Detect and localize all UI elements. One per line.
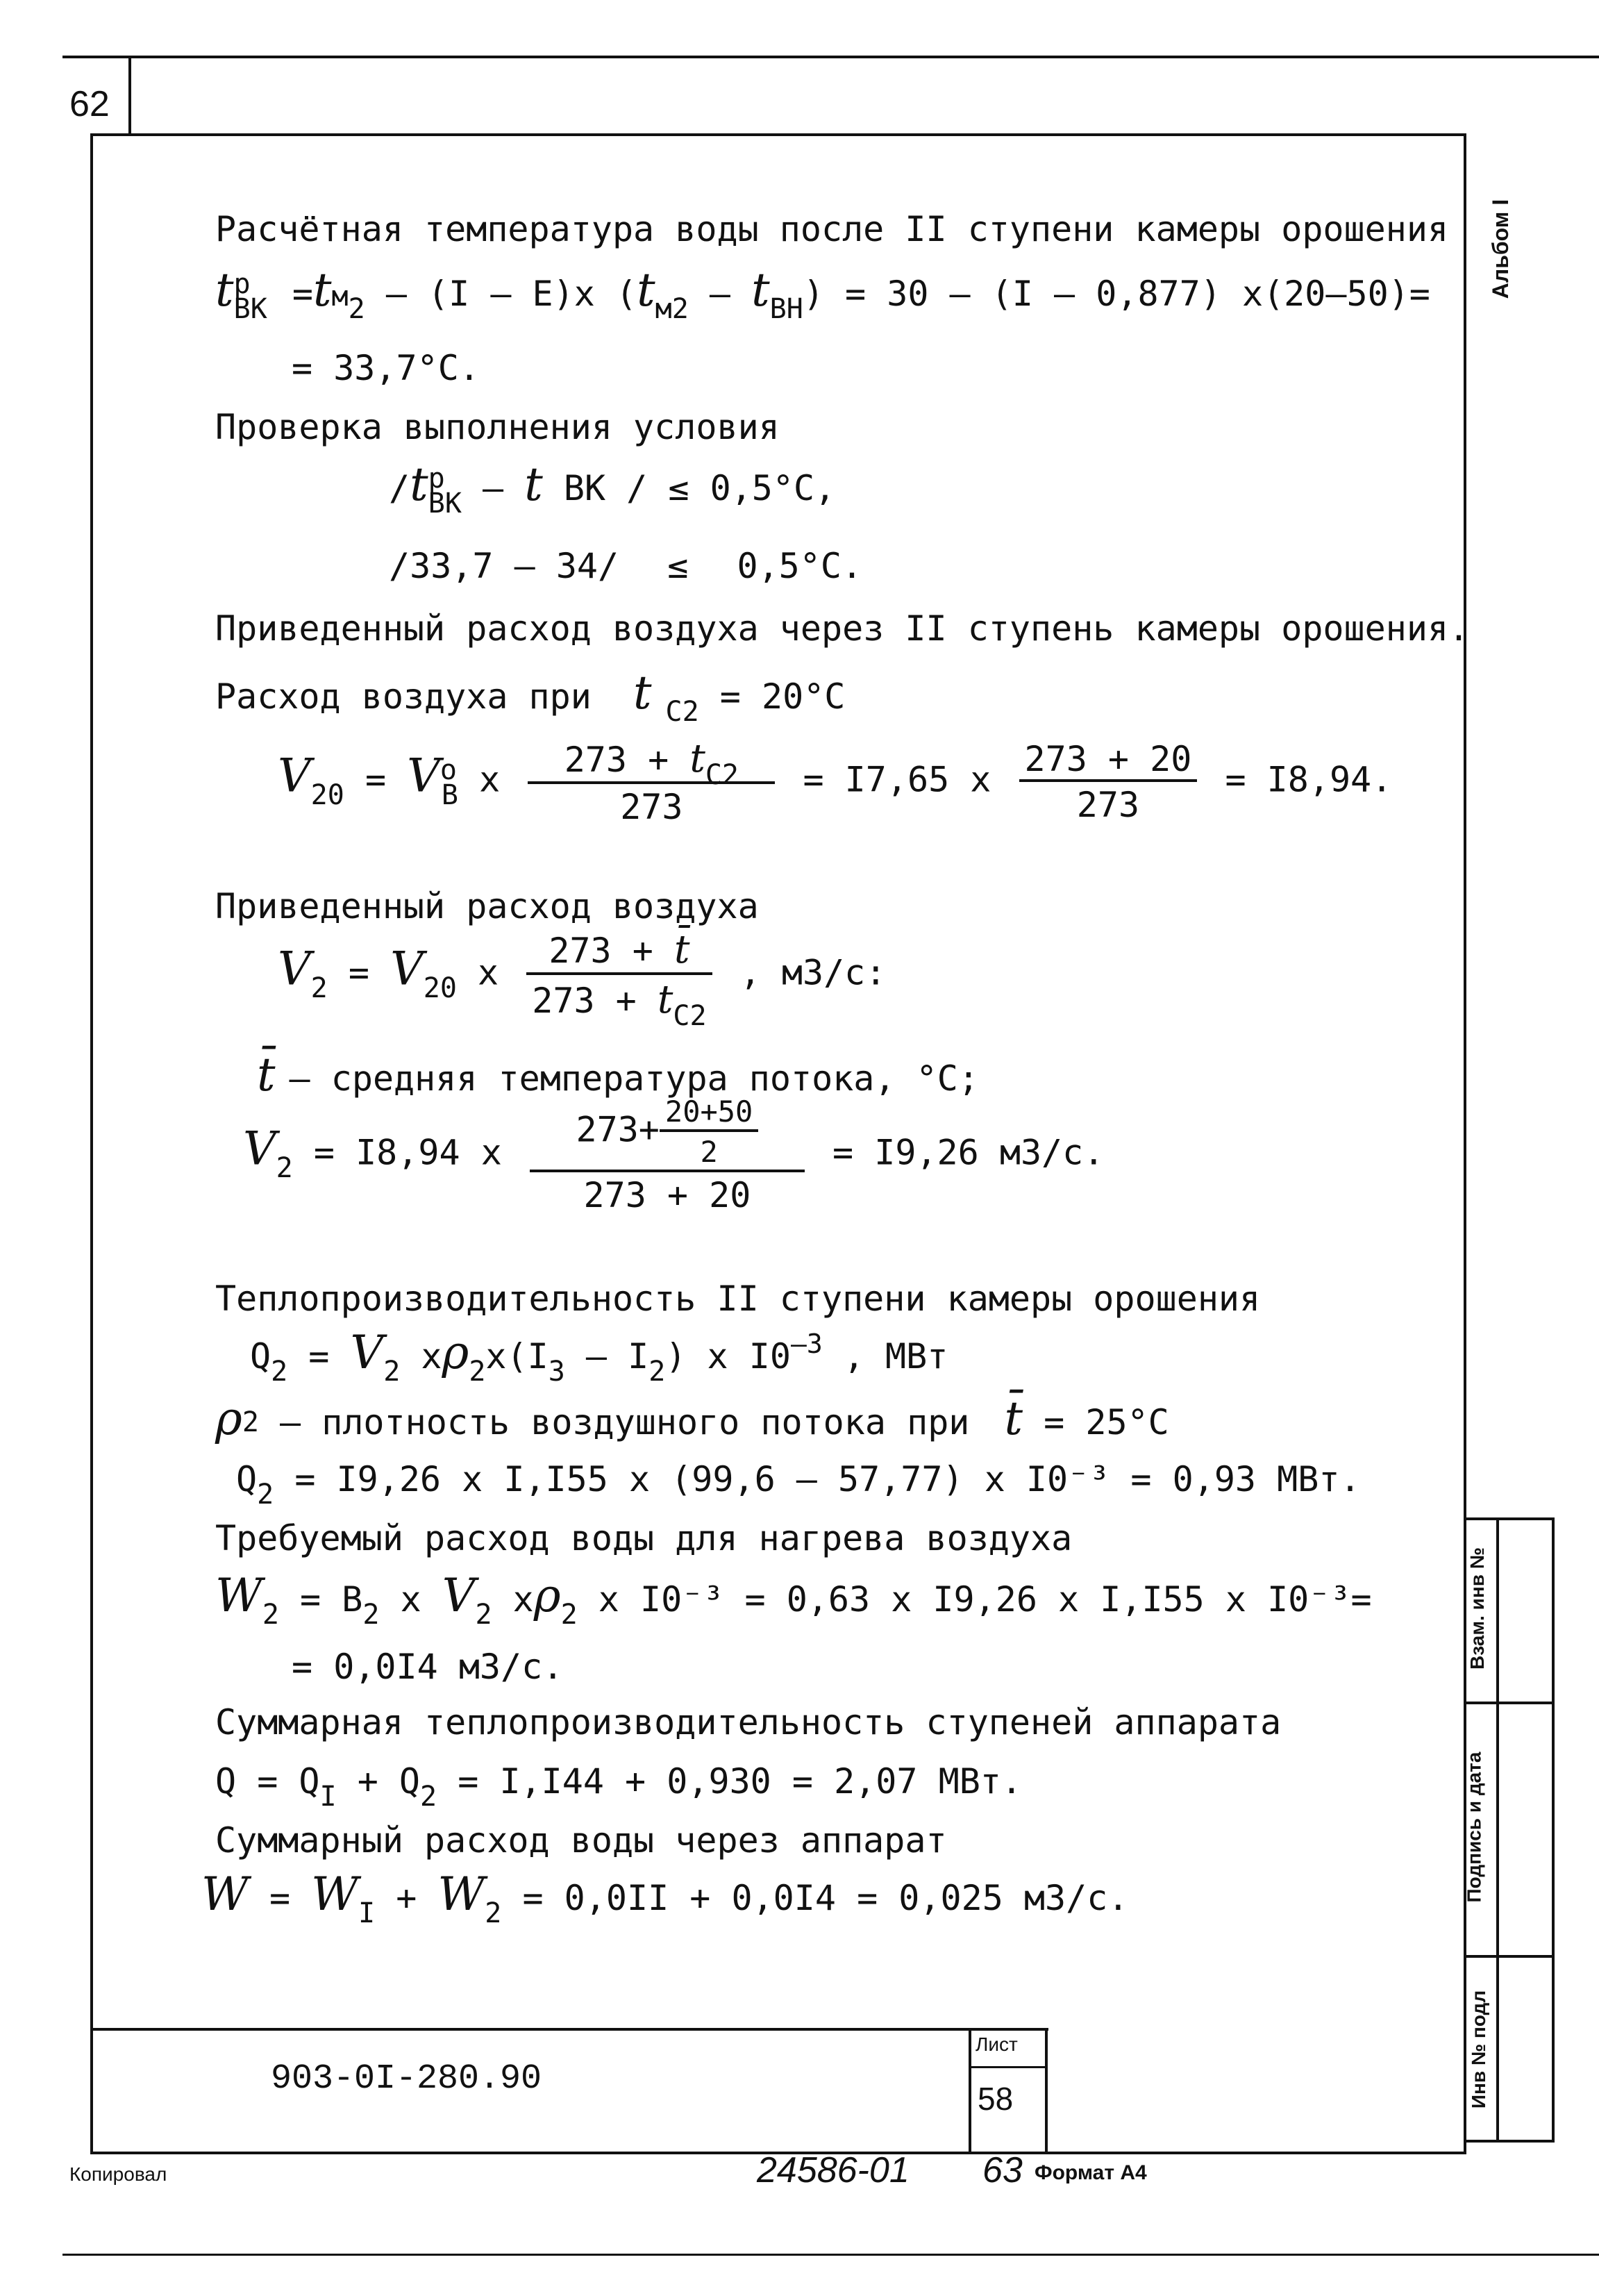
formula-v2-unit: , м3/с: <box>739 952 887 993</box>
title-block-top <box>90 2028 1048 2031</box>
album-label: Альбом I <box>1488 199 1514 299</box>
stamp-inner <box>1496 1517 1499 2143</box>
condition-check-right: 0,5°С. <box>737 546 863 586</box>
frame-top <box>90 133 1466 136</box>
text-line-18: Требуемый расход воды для нагрева воздуха <box>215 1518 1073 1558</box>
text-line-10: Приведенный расход воздуха <box>215 886 759 926</box>
text-line-1: Расчётная температура воды после II ступени камеры орошения <box>215 209 1449 249</box>
formula-v2-calc-result: = I9,26 м3/с. <box>832 1132 1105 1173</box>
text-line-16: ρ2 – плотность воздушного потока при t̄ = 25°С <box>215 1392 1169 1445</box>
formula-q2: $Q_2 = V_2$ $x\rho_2x(I_3 - I_2)$ x $I0^{-3}$ , МВт <box>250 1326 948 1388</box>
footer-page: 63 <box>982 2150 1023 2190</box>
sheet-number: 58 <box>978 2081 1014 2117</box>
text-line-16-label: – плотность воздушного потока при <box>280 1402 970 1442</box>
formula-w2: $W_2 = В_2$ x $V_2$ $x\rho_2$ x I0⁻³ = 0,63 x I9,26 x I,I55 x I0⁻³= <box>215 1569 1372 1631</box>
condition-check: /33,7 – 34/ ≤ 0,5°С. <box>389 546 863 586</box>
stamp-right <box>1552 1517 1555 2143</box>
formula-water-temp-value: = 30 – (I – 0,877) x(20–50)= <box>845 274 1430 314</box>
formula-water-temp: $t^p_{ВК} =tм_2 - (I - Е)x$ $(t_{м2} - t_{ВН}) = 30 - (I - 0,877)$ x(20–50)= <box>215 263 1430 325</box>
formula-q2-calc-value: = I9,26 x I,I55 x (99,6 – 57,77) x I0⁻³ = 0,93 МВт. <box>294 1459 1361 1499</box>
text-line-21: Суммарная теплопроизводительность ступеней аппарата <box>215 1702 1282 1742</box>
formula-v2-calc-coef: = I8,94 x <box>313 1132 502 1173</box>
document-code: 903-0I-280.90 <box>271 2059 542 2099</box>
formula-v20-coef: = I7,65 x <box>803 759 991 800</box>
formula-w2-value: x I0⁻³ = 0,63 x I9,26 x I,I55 x I0⁻³= <box>598 1579 1372 1620</box>
stamp-sep-1 <box>1464 1702 1555 1704</box>
formula-q-total: $Q = Q_I + Q_2 = I,I44 + 0,930 = 2,07$ МВт. <box>215 1761 1023 1813</box>
text-line-23: Суммарный расход воды через аппарат <box>215 1820 947 1861</box>
formula-w-total-value: = 0,0II + 0,0I4 = 0,025 м3/с. <box>522 1878 1129 1918</box>
formula-q2-calc: $Q_2 = I9,26$ x I,I55 x (99,6 – 57,77) x I0⁻³ = 0,93 МВт. <box>236 1459 1361 1511</box>
frame-left <box>90 133 93 2154</box>
formula-v20-result: = I8,94. <box>1225 759 1393 800</box>
formula-q-total-value: = I,I44 + 0,930 = 2,07 МВт. <box>458 1761 1023 1802</box>
text-line-12-label: – средняя температура потока, °С; <box>289 1058 979 1099</box>
text-line-8-value: = 20°С <box>719 676 846 717</box>
stamp-signature-label: Подпись и дата <box>1463 1752 1485 1903</box>
stamp-sep-2 <box>1464 1955 1555 1958</box>
sheet-cell-divider <box>969 2066 1046 2068</box>
text-line-4: Проверка выполнения условия <box>215 407 780 447</box>
text-line-12: t̄ – средняя температура потока, °С; <box>257 1048 979 1101</box>
formula-v2-calc: $V_2 = I8,94$ x 273+ $\frac{20+50}{2}$ 273 + 20 = I9,26 м3/с. <box>243 1095 1105 1215</box>
title-block-right <box>1045 2028 1048 2153</box>
stamp-inv-label: Инв № подл <box>1468 1990 1490 2109</box>
text-line-16-value: = 25°С <box>1044 1402 1169 1442</box>
footer-format: Формат А4 <box>1035 2161 1147 2184</box>
stamp-top <box>1464 1517 1555 1520</box>
text-line-20: = 0,0I4 м3/с. <box>292 1647 564 1687</box>
footer-order-number: 24586-01 <box>757 2150 910 2190</box>
condition-check-left: /33,7 – 34/ <box>389 546 619 586</box>
formula-q2-unit: , МВт <box>843 1336 948 1376</box>
formula-w-total: $W = W_I + W_2 = 0,0II + 0,0I4 = 0,025$ м3/с. <box>201 1867 1129 1929</box>
formula-v20: $V_{20} = V^o_В$ x $\frac{273 + t_{С2}}{273}$ = I7,65 x $\frac{273 + 20}{273}$ = I8,94. <box>278 736 1393 827</box>
text-line-8-label: Расход воздуха при <box>215 676 592 717</box>
page-number: 62 <box>69 84 110 124</box>
text-line-7: Приведенный расход воздуха через II ступень камеры орошения. <box>215 608 1470 649</box>
formula-v2: $V_2 = V_{20}$ x $\frac{273 + t̄}{273 + t_{С2}}$ , м3/с: <box>278 927 887 1032</box>
condition-limit: 0,5°С, <box>710 468 836 508</box>
corner-divider <box>128 56 131 135</box>
footer-copied: Копировал <box>69 2163 167 2185</box>
text-line-3: = 33,7°С. <box>292 348 480 388</box>
title-block-divider <box>969 2028 971 2153</box>
text-line-8: Расход воздуха при t $_{С2}$ = 20°С <box>215 666 846 728</box>
top-border <box>62 56 1599 58</box>
text-line-14: Теплопроизводительность II ступени камеры орошения <box>215 1279 1261 1319</box>
bottom-rule <box>62 2254 1599 2256</box>
condition-formula: $/t^p_{ВК}$ – t ВК / ≤ 0,5°С, <box>389 458 836 519</box>
stamp-vzam-label: Взам. инв № <box>1466 1547 1488 1670</box>
stamp-bottom <box>1464 2140 1555 2143</box>
sheet-label: Лист <box>976 2033 1018 2055</box>
